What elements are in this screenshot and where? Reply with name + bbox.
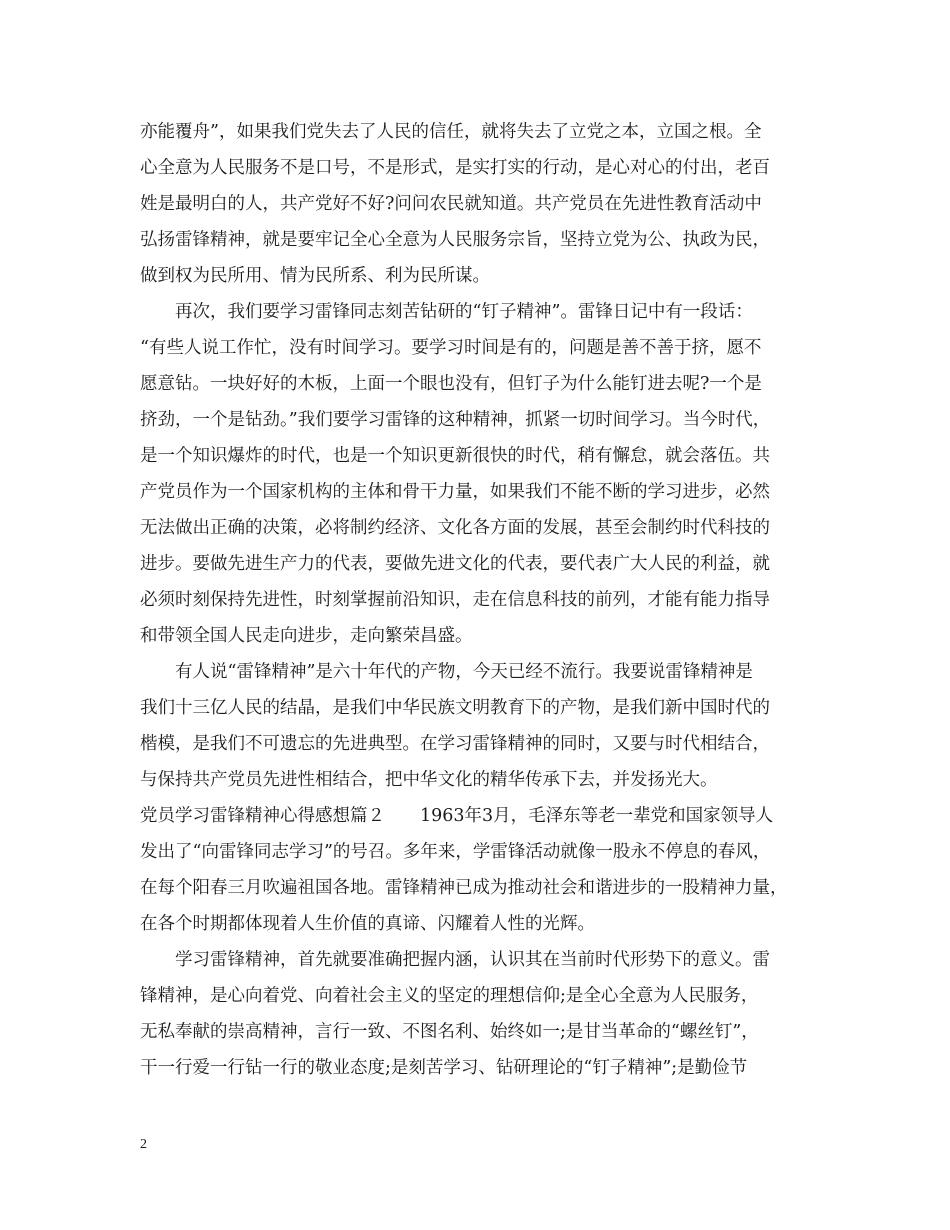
text-line: 再次，我们要学习雷锋同志刻苦钻研的“钉子精神”。雷锋日记中有一段话： (140, 302, 753, 322)
text-line: 愿意钻。一块好好的木板，上面一个眼也没有，但钉子为什么能钉进去呢?一个是 (140, 374, 762, 394)
text-line: 做到权为民所用、情为民所系、利为民所谋。 (140, 266, 490, 286)
text-line: 弘扬雷锋精神，就是要牢记全心全意为人民服务宗旨，坚持立党为公、执政为民， (140, 230, 770, 250)
text-line: 干一行爱一行钻一行的敬业态度;是刻苦学习、钻研理论的“钉子精神”;是勤俭节 (140, 1058, 748, 1078)
text-line: 党员学习雷锋精神心得感想篇２ 1963年3月，毛泽东等老一辈党和国家领导人 (140, 806, 774, 826)
text-line: 必须时刻保持先进性，时刻掌握前沿知识，走在信息科技的前列，才能有能力指导 (140, 590, 770, 610)
text-line: 楷模，是我们不可遗忘的先进典型。在学习雷锋精神的同时，又要与时代相结合， (140, 734, 770, 754)
body-text (140, 114, 840, 1086)
text-line: 进步。要做先进生产力的代表，要做先进文化的代表，要代表广大人民的利益，就 (140, 554, 770, 574)
text-line: 心全意为人民服务不是口号，不是形式，是实打实的行动，是心对心的付出，老百 (140, 158, 770, 178)
text-line: 姓是最明白的人，共产党好不好?问问农民就知道。共产党员在先进性教育活动中 (140, 194, 762, 214)
text-line: 是一个知识爆炸的时代，也是一个知识更新很快的时代，稍有懈怠，就会落伍。共 (140, 446, 770, 466)
page-number: 2 (140, 1137, 147, 1152)
text-line: 无私奉献的崇高精神，言行一致、不图名利、始终如一;是甘当革命的“螺丝钉”， (140, 1022, 759, 1042)
text-line: 在每个阳春三月吹遍祖国各地。雷锋精神已成为推动社会和谐进步的一股精神力量， (140, 878, 788, 898)
text-line: 在各个时期都体现着人生价值的真谛、闪耀着人性的光辉。 (140, 914, 595, 934)
text-line: 与保持共产党员先进性相结合，把中华文化的精华传承下去，并发扬光大。 (140, 770, 718, 790)
text-line: 有人说“雷锋精神”是六十年代的产物，今天已经不流行。我要说雷锋精神是 (140, 662, 753, 682)
text-line: 和带领全国人民走向进步，走向繁荣昌盛。 (140, 626, 473, 646)
text-line: 亦能覆舟”，如果我们党失去了人民的信任，就将失去了立党之本，立国之根。全 (140, 122, 762, 142)
text-line: 学习雷锋精神，首先就要准确把握内涵，认识其在当前时代形势下的意义。雷 (140, 950, 770, 970)
text-line: 无法做出正确的决策，必将制约经济、文化各方面的发展，甚至会制约时代科技的 (140, 518, 770, 538)
text-line: 我们十三亿人民的结晶，是我们中华民族文明教育下的产物，是我们新中国时代的 (140, 698, 770, 718)
text-line: 挤劲，一个是钻劲。”我们要学习雷锋的这种精神，抓紧一切时间学习。当今时代， (140, 410, 771, 430)
text-line: 锋精神，是心向着党、向着社会主义的坚定的理想信仰;是全心全意为人民服务， (140, 986, 759, 1006)
text-line: “有些人说工作忙，没有时间学习。要学习时间是有的，问题是善不善于挤，愿不 (140, 338, 762, 358)
text-line: 产党员作为一个国家机构的主体和骨干力量，如果我们不能不断的学习进步，必然 (140, 482, 770, 502)
text-line: 发出了“向雷锋同志学习”的号召。多年来，学雷锋活动就像一股永不停息的春风， (140, 842, 771, 862)
